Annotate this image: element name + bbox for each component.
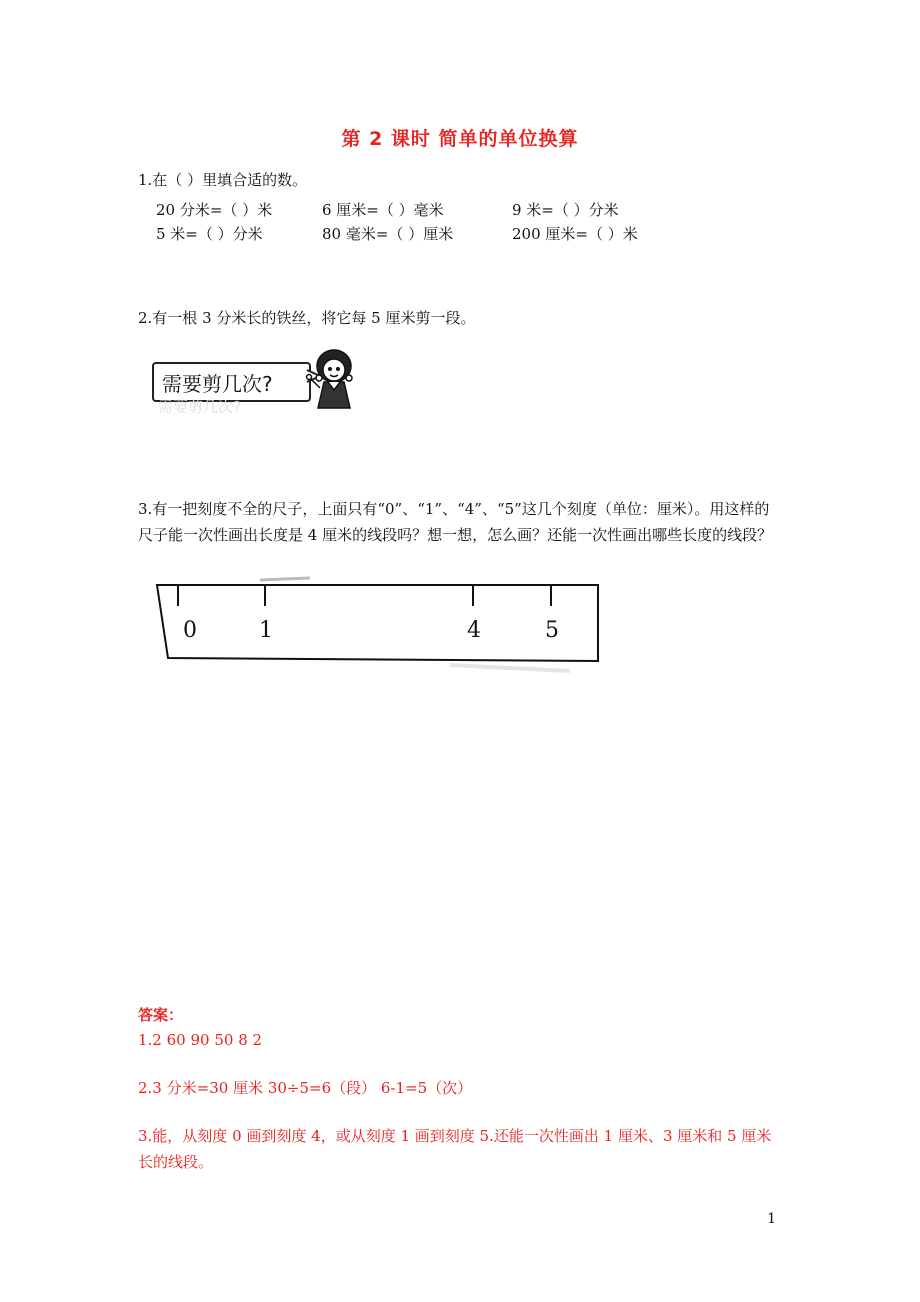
answer-1: 1.2 60 90 50 8 2 [138, 1031, 263, 1049]
page-title: 第 2 课时 简单的单位换算 [341, 128, 579, 150]
question-2-prompt: 2.有一根 3 分米长的铁丝，将它每 5 厘米剪一段。 [138, 309, 476, 327]
answer-3: 3.能，从刻度 0 画到刻度 4，或从刻度 1 画到刻度 5.还能一次性画出 1 厘米、3 厘米和 5 厘米长的线段。 [138, 1127, 772, 1171]
ruler-label-0: 0 [183, 618, 197, 643]
q1-item-6: 200 厘米=（ ）米 [512, 225, 638, 243]
question-1-prompt: 1.在（ ）里填合适的数。 [138, 171, 308, 189]
page-number: 1 [767, 1211, 776, 1227]
q1-item-1: 20 分米=（ ）米 [156, 201, 273, 219]
answer-2: 2.3 分米=30 厘米 30÷5=6（段） 6-1=5（次） [138, 1079, 473, 1097]
question-3-text: 3.有一把刻度不全的尺子，上面只有“0”、“1”、“4”、“5”这几个刻度（单位：厘米）。用这样的尺子能一次性画出长度是 4 厘米的线段吗？想一想，怎么画？还能一次性画出哪些长度的线段？ [138, 500, 773, 544]
ruler-label-4: 4 [467, 618, 481, 643]
girl-illustration [150, 346, 365, 416]
svg-text:需要剪几次?: 需要剪几次? [158, 398, 241, 416]
q1-item-4: 5 米=（ ）分米 [156, 225, 263, 243]
q1-item-3: 9 米=（ ）分米 [512, 201, 619, 219]
q1-item-2: 6 厘米=（ ）毫米 [322, 201, 444, 219]
ruler-figure [150, 575, 610, 685]
answers-heading: 答案： [138, 1006, 184, 1024]
ruler-label-1: 1 [259, 618, 273, 643]
speech-bubble-text: 需要剪几次? [162, 372, 273, 396]
ruler-label-5: 5 [545, 618, 559, 643]
q1-item-5: 80 毫米=（ ）厘米 [322, 225, 454, 243]
